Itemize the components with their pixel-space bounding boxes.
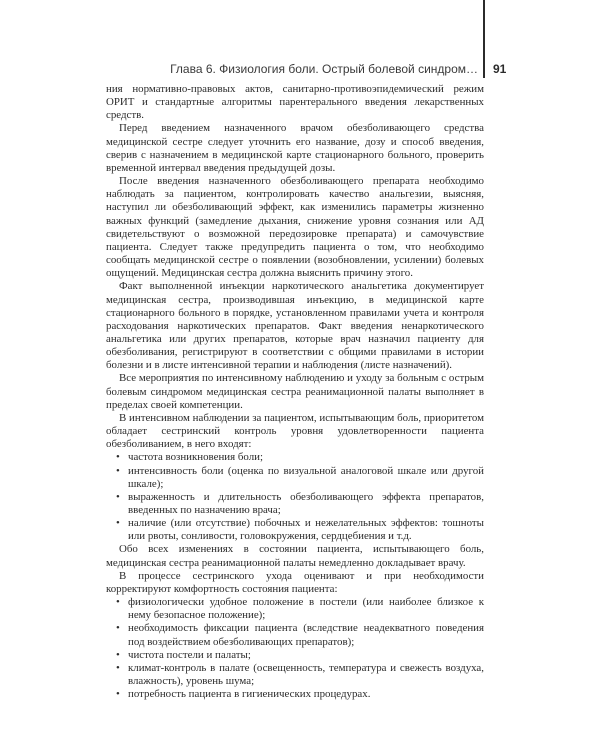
paragraph: В интенсивном наблюдении за пациентом, испытывающим боль, приоритетом обладает сестринский контроль уровня удовлетворенности пациента обезболиванием, в него входят: — [106, 411, 484, 451]
page-body — [106, 83, 484, 701]
list-item-text: физиологически удобное положение в постели (или наиболее близкое к нему безопасное положение); — [128, 596, 484, 622]
paragraph: После введения назначенного обезболивающего препарата необходимо наблюдать за пациентом, контролировать качество анальгезии, выясняя, наступил ли обезболивающий эффект, как изменились параметры жизненно важных функций (замедление дыхания, снижение уровня сознания или АД свидетельствуют о возможной передозировке препарата) и самочувствие пациента. Следует также предупредить пациента о том, что необходимо сообщать медицинской сестре о появлении (возобновлении, усилении) болевых ощущений. Медицинская сестра должна выяснить причину этого. — [106, 175, 484, 280]
list-item — [106, 491, 484, 517]
list-item — [106, 517, 484, 543]
paragraph: Обо всех изменениях в состоянии пациента, испытывающего боль, медицинская сестра реанимационной палаты немедленно докладывает врачу. — [106, 543, 484, 569]
bullet-icon: • — [116, 622, 120, 635]
monitoring-list — [106, 451, 484, 543]
list-item-text: необходимость фиксации пациента (вследствие неадекватного поведения под воздействием обезболивающих препаратов); — [128, 622, 484, 648]
bullet-icon: • — [116, 517, 120, 530]
list-item — [106, 688, 484, 701]
list-item-text: выраженность и длительность обезболивающего эффекта препаратов, введенных по назначению врача; — [128, 490, 484, 516]
page-header — [0, 58, 600, 80]
comfort-list — [106, 596, 484, 701]
list-item-text: потребность пациента в гигиенических процедурах. — [128, 688, 371, 701]
paragraph: В процессе сестринского ухода оценивают и при необходимости корректируют комфортность состояния пациента: — [106, 569, 484, 595]
list-item-text: частота возникновения боли; — [128, 451, 263, 464]
list-item — [106, 662, 484, 688]
bullet-icon: • — [116, 688, 120, 701]
bullet-icon: • — [116, 451, 120, 464]
list-item-text: наличие (или отсутствие) побочных и нежелательных эффектов: тошноты или рвоты, сонливости, головокружения, сердцебиения и т.д. — [128, 517, 484, 543]
bullet-icon: • — [116, 596, 120, 609]
bullet-icon: • — [116, 464, 120, 477]
bullet-icon: • — [116, 648, 120, 661]
list-item — [106, 451, 484, 464]
list-item — [106, 465, 484, 491]
bullet-icon: • — [116, 661, 120, 674]
running-head: Глава 6. Физиология боли. Острый болевой синдром… — [170, 62, 478, 76]
list-item — [106, 596, 484, 622]
page-number: 91 — [493, 62, 507, 76]
list-item-text: климат-контроль в палате (освещенность, температура и свежесть воздуха, влажность), уровень шума; — [128, 661, 484, 688]
paragraph: Все мероприятия по интенсивному наблюдению и уходу за больным с острым болевым синдромом медицинская сестра реанимационной палаты выполняет в пределах своей компетенции. — [106, 372, 484, 411]
list-item — [106, 649, 484, 662]
paragraph: Перед введением назначенного врачом обезболивающего средства медицинской сестре следует уточнить его название, дозу и способ введения, сверив с назначением в медицинской карте стационарного больного, проверить временной интервал введения предыдущей дозы. — [106, 122, 484, 174]
paragraph: Факт выполненной инъекции наркотического анальгетика документирует медицинская сестра, производившая инъекцию, в медицинской карте стационарного больного в порядке, установленном правилами учета и контроля расходования наркотических препаратов. Факт введения ненаркотического анальгетика или других препаратов, которые врач назначил пациенту для обезболивания, регистрируют в соответствии с общими правилами в истории болезни и в листе интенсивной терапии и наблюдения (листе назначений). — [106, 280, 484, 372]
list-item-text: интенсивность боли (оценка по визуальной аналоговой шкале или другой шкале); — [128, 464, 484, 490]
list-item — [106, 622, 484, 648]
paragraph: ния нормативно-правовых актов, санитарно-противоэпидемический режим ОРИТ и стандартные алгоритмы парентерального введения лекарственных средств. — [106, 83, 484, 122]
bullet-icon: • — [116, 490, 120, 503]
list-item-text: чистота постели и палаты; — [128, 648, 251, 661]
